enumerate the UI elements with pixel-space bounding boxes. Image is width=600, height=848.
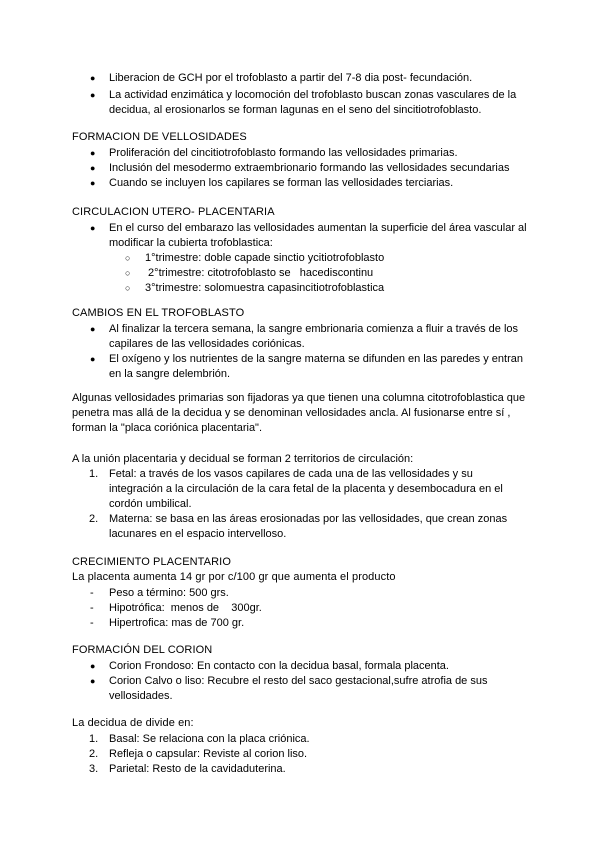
numbered-item-text: Refleja o capsular: Reviste al corion liso. bbox=[109, 748, 308, 760]
vellosidades-ancla-paragraph: Algunas vellosidades primarias son fijadoras ya que tienen una columna citotrofoblastica que penetra mas allá de la decidua y se denominan vellosidades ancla. Al fusionarse entre sí , forman la "placa coriónica placentaria". bbox=[72, 392, 526, 434]
section-heading: CIRCULACION UTERO- PLACENTARIA bbox=[72, 206, 275, 218]
crecimiento-dash-list bbox=[90, 586, 529, 631]
sublist-item-text: 3°trimestre: solomuestra capasincitiotrofoblastica bbox=[145, 282, 385, 294]
circle-bullet-icon: ○ bbox=[125, 253, 131, 263]
section-heading: CAMBIOS EN EL TROFOBLASTO bbox=[72, 307, 245, 319]
union-numbered-list bbox=[89, 467, 529, 542]
bullet-icon: ● bbox=[90, 178, 96, 188]
section-heading: CRECIMIENTO PLACENTARIO bbox=[72, 556, 231, 568]
section-heading: FORMACION DE VELLOSIDADES bbox=[72, 131, 247, 143]
bullet-icon: ● bbox=[90, 324, 96, 334]
list-item bbox=[90, 221, 529, 251]
list-item-text: En el curso del embarazo las vellosidades aumentan la superficie del área vascular al modificar la cubierta trofoblastica: bbox=[109, 222, 527, 249]
list-item-text: Inclusión del mesodermo extraembrionario formando las vellosidades secundarias bbox=[109, 162, 510, 174]
numbered-item bbox=[89, 512, 529, 542]
bullet-icon: ● bbox=[90, 163, 96, 173]
list-item bbox=[90, 71, 529, 86]
list-item-text: La actividad enzimática y locomoción del trofoblasto buscan zonas vasculares de la decidua, al erosionarlos se forman lagunas en el seno del sincitiotrofoblasto. bbox=[109, 89, 517, 116]
item-number: 3. bbox=[89, 763, 99, 775]
list-item bbox=[90, 352, 529, 382]
list-item-text: Liberacion de GCH por el trofoblasto a partir del 7-8 dia post- fecundación. bbox=[109, 72, 473, 84]
list-item bbox=[90, 674, 529, 704]
item-number: 2. bbox=[89, 513, 99, 525]
crecimiento-intro: La placenta aumenta 14 gr por c/100 gr que aumenta el producto bbox=[72, 571, 396, 583]
item-number: 1. bbox=[89, 468, 99, 480]
bullet-icon: ● bbox=[90, 223, 96, 233]
list-item-text: Corion Frondoso: En contacto con la decidua basal, formala placenta. bbox=[109, 660, 449, 672]
circle-bullet-icon: ○ bbox=[125, 268, 131, 278]
numbered-item-text: Fetal: a través de los vasos capilares de cada una de las vellosidades y su integración a la circulación de la cara fetal de la placenta y desembocadura en el cordón umbilical. bbox=[109, 468, 503, 510]
list-item bbox=[90, 322, 529, 352]
sublist-item-text: 1°trimestre: doble capade sinctio ycitiotrofoblasto bbox=[145, 252, 385, 264]
list-item bbox=[90, 176, 529, 191]
dash-bullet: - bbox=[90, 602, 94, 614]
circle-bullet-icon: ○ bbox=[125, 283, 131, 293]
list-item bbox=[90, 601, 529, 616]
list-item-text: Hipertrofica: mas de 700 gr. bbox=[109, 617, 245, 629]
numbered-item bbox=[89, 732, 529, 747]
item-number: 1. bbox=[89, 733, 99, 745]
decidua-numbered-list bbox=[89, 732, 529, 777]
cambios-bullet-list bbox=[90, 322, 529, 382]
list-item bbox=[90, 659, 529, 674]
list-item bbox=[90, 88, 529, 118]
sublist-item bbox=[125, 266, 525, 281]
union-intro: A la unión placentaria y decidual se forman 2 territorios de circulación: bbox=[72, 453, 414, 465]
list-item bbox=[90, 161, 529, 176]
list-item bbox=[90, 616, 529, 631]
list-item-text: Peso a término: 500 grs. bbox=[109, 587, 229, 599]
bullet-icon: ● bbox=[90, 148, 96, 158]
item-number: 2. bbox=[89, 748, 99, 760]
decidua-intro: La decidua de divide en: bbox=[72, 717, 194, 729]
dash-bullet: - bbox=[90, 587, 94, 599]
list-item-text: Cuando se incluyen los capilares se forman las vellosidades terciarias. bbox=[109, 177, 454, 189]
list-item-text: Proliferación del cincitiotrofoblasto formando las vellosidades primarias. bbox=[109, 147, 458, 159]
bullet-icon: ● bbox=[90, 90, 96, 100]
trimestre-sublist bbox=[125, 251, 525, 296]
bullet-icon: ● bbox=[90, 73, 96, 83]
bullet-icon: ● bbox=[90, 354, 96, 364]
sublist-item bbox=[125, 281, 525, 296]
list-item-text: Corion Calvo o liso: Recubre el resto del saco gestacional,sufre atrofia de sus vellosidades. bbox=[109, 675, 488, 702]
list-item bbox=[90, 586, 529, 601]
numbered-item bbox=[89, 467, 529, 512]
dash-bullet: - bbox=[90, 617, 94, 629]
corion-bullet-list bbox=[90, 659, 529, 704]
bullet-icon: ● bbox=[90, 676, 96, 686]
numbered-item-text: Parietal: Resto de la cavidaduterina. bbox=[109, 763, 286, 775]
numbered-item bbox=[89, 747, 529, 762]
list-item-text: Hipotrófica: menos de 300gr. bbox=[109, 602, 262, 614]
bullet-icon: ● bbox=[90, 661, 96, 671]
list-item bbox=[90, 146, 529, 161]
numbered-item-text: Materna: se basa en las áreas erosionadas por las vellosidades, que crean zonas lacunares en el espacio intervelloso. bbox=[109, 513, 508, 540]
vellosidades-bullet-list bbox=[90, 146, 529, 191]
top-bullet-list bbox=[90, 71, 529, 118]
sublist-item-text: 2°trimestre: citotrofoblasto se hacediscontinu bbox=[145, 267, 374, 279]
sublist-item bbox=[125, 251, 525, 266]
circulacion-bullet-list bbox=[90, 221, 529, 251]
list-item-text: El oxígeno y los nutrientes de la sangre materna se difunden en las paredes y entran en la sangre delembrión. bbox=[109, 353, 523, 380]
list-item-text: Al finalizar la tercera semana, la sangre embrionaria comienza a fluir a través de los capilares de las vellosidades coriónicas. bbox=[109, 323, 519, 350]
section-heading: FORMACIÓN DEL CORION bbox=[72, 644, 213, 656]
numbered-item bbox=[89, 762, 529, 777]
numbered-item-text: Basal: Se relaciona con la placa criónica. bbox=[109, 733, 310, 745]
